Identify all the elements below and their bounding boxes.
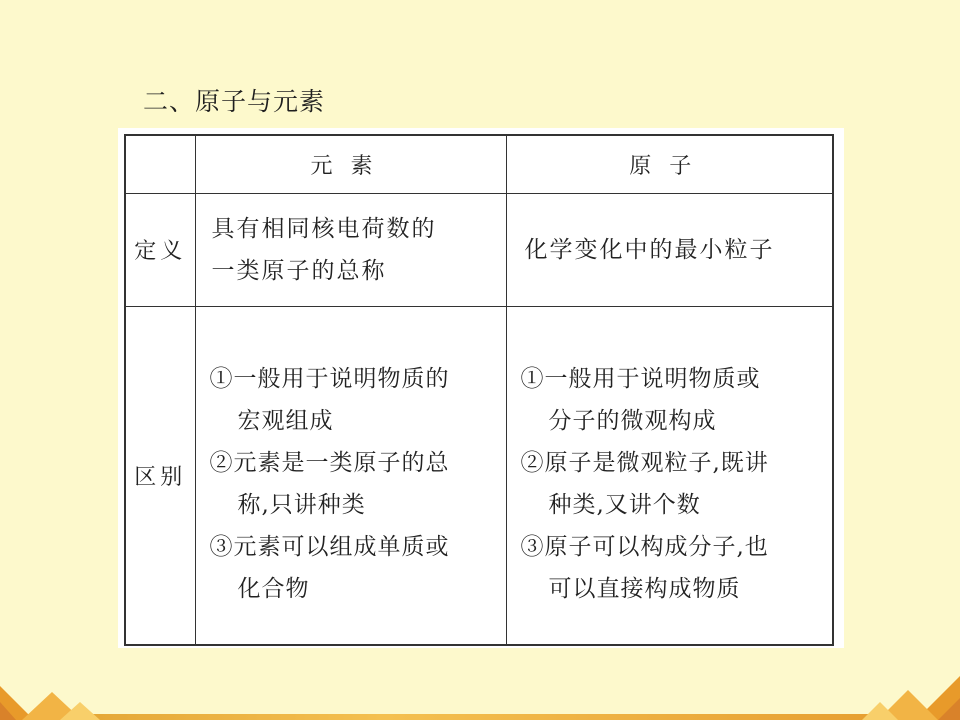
difference-element-item <box>210 358 498 442</box>
item-line: ②元素是一类原子的总 <box>209 450 450 477</box>
difference-element-item <box>210 526 498 610</box>
item-line: ①一般用于说明物质或 <box>520 366 761 393</box>
definition-row <box>125 193 833 306</box>
header-corner-cell <box>125 135 195 193</box>
definition-atom-cell <box>506 193 833 306</box>
header-row <box>125 135 833 193</box>
item-line-continued: 称,只讲种类 <box>237 492 366 519</box>
comparison-table-panel <box>118 128 844 648</box>
slide-title: 二、原子与元素 <box>143 87 326 116</box>
item-line: ③元素可以组成单质或 <box>209 534 450 561</box>
comparison-table <box>124 134 834 646</box>
item-line-continued: 可以直接构成物质 <box>548 576 741 603</box>
difference-element-cell <box>195 306 506 645</box>
bottom-decor-bar <box>0 714 960 720</box>
definition-element-cell <box>195 193 506 306</box>
row-label-definition: 定义 <box>125 193 195 306</box>
difference-atom-list <box>507 340 833 610</box>
difference-atom-item <box>521 442 825 526</box>
bottom-left-corner-decor <box>0 680 120 720</box>
definition-element-line: 具有相同核电荷数的 <box>211 215 437 242</box>
header-element: 元素 <box>195 135 506 193</box>
difference-atom-item <box>521 358 825 442</box>
item-line: ③原子可以构成分子,也 <box>520 534 769 561</box>
item-line-continued: 宏观组成 <box>237 408 334 435</box>
difference-atom-cell <box>506 306 833 645</box>
item-line: ②原子是微观粒子,既讲 <box>520 450 769 477</box>
definition-atom-text: 化学变化中的最小粒子 <box>524 236 775 263</box>
row-label-difference: 区别 <box>125 306 195 645</box>
bottom-right-corner-decor <box>840 674 960 720</box>
header-atom: 原子 <box>506 135 833 193</box>
item-line-continued: 种类,又讲个数 <box>548 492 701 519</box>
item-line-continued: 分子的微观构成 <box>548 408 717 435</box>
item-line-continued: 化合物 <box>237 576 310 603</box>
item-line: ①一般用于说明物质的 <box>209 366 450 393</box>
difference-atom-item <box>521 526 825 610</box>
difference-element-item <box>210 442 498 526</box>
difference-row <box>125 306 833 645</box>
definition-element-text <box>196 208 506 292</box>
definition-element-line: 一类原子的总称 <box>211 257 387 284</box>
difference-element-list <box>196 340 506 610</box>
